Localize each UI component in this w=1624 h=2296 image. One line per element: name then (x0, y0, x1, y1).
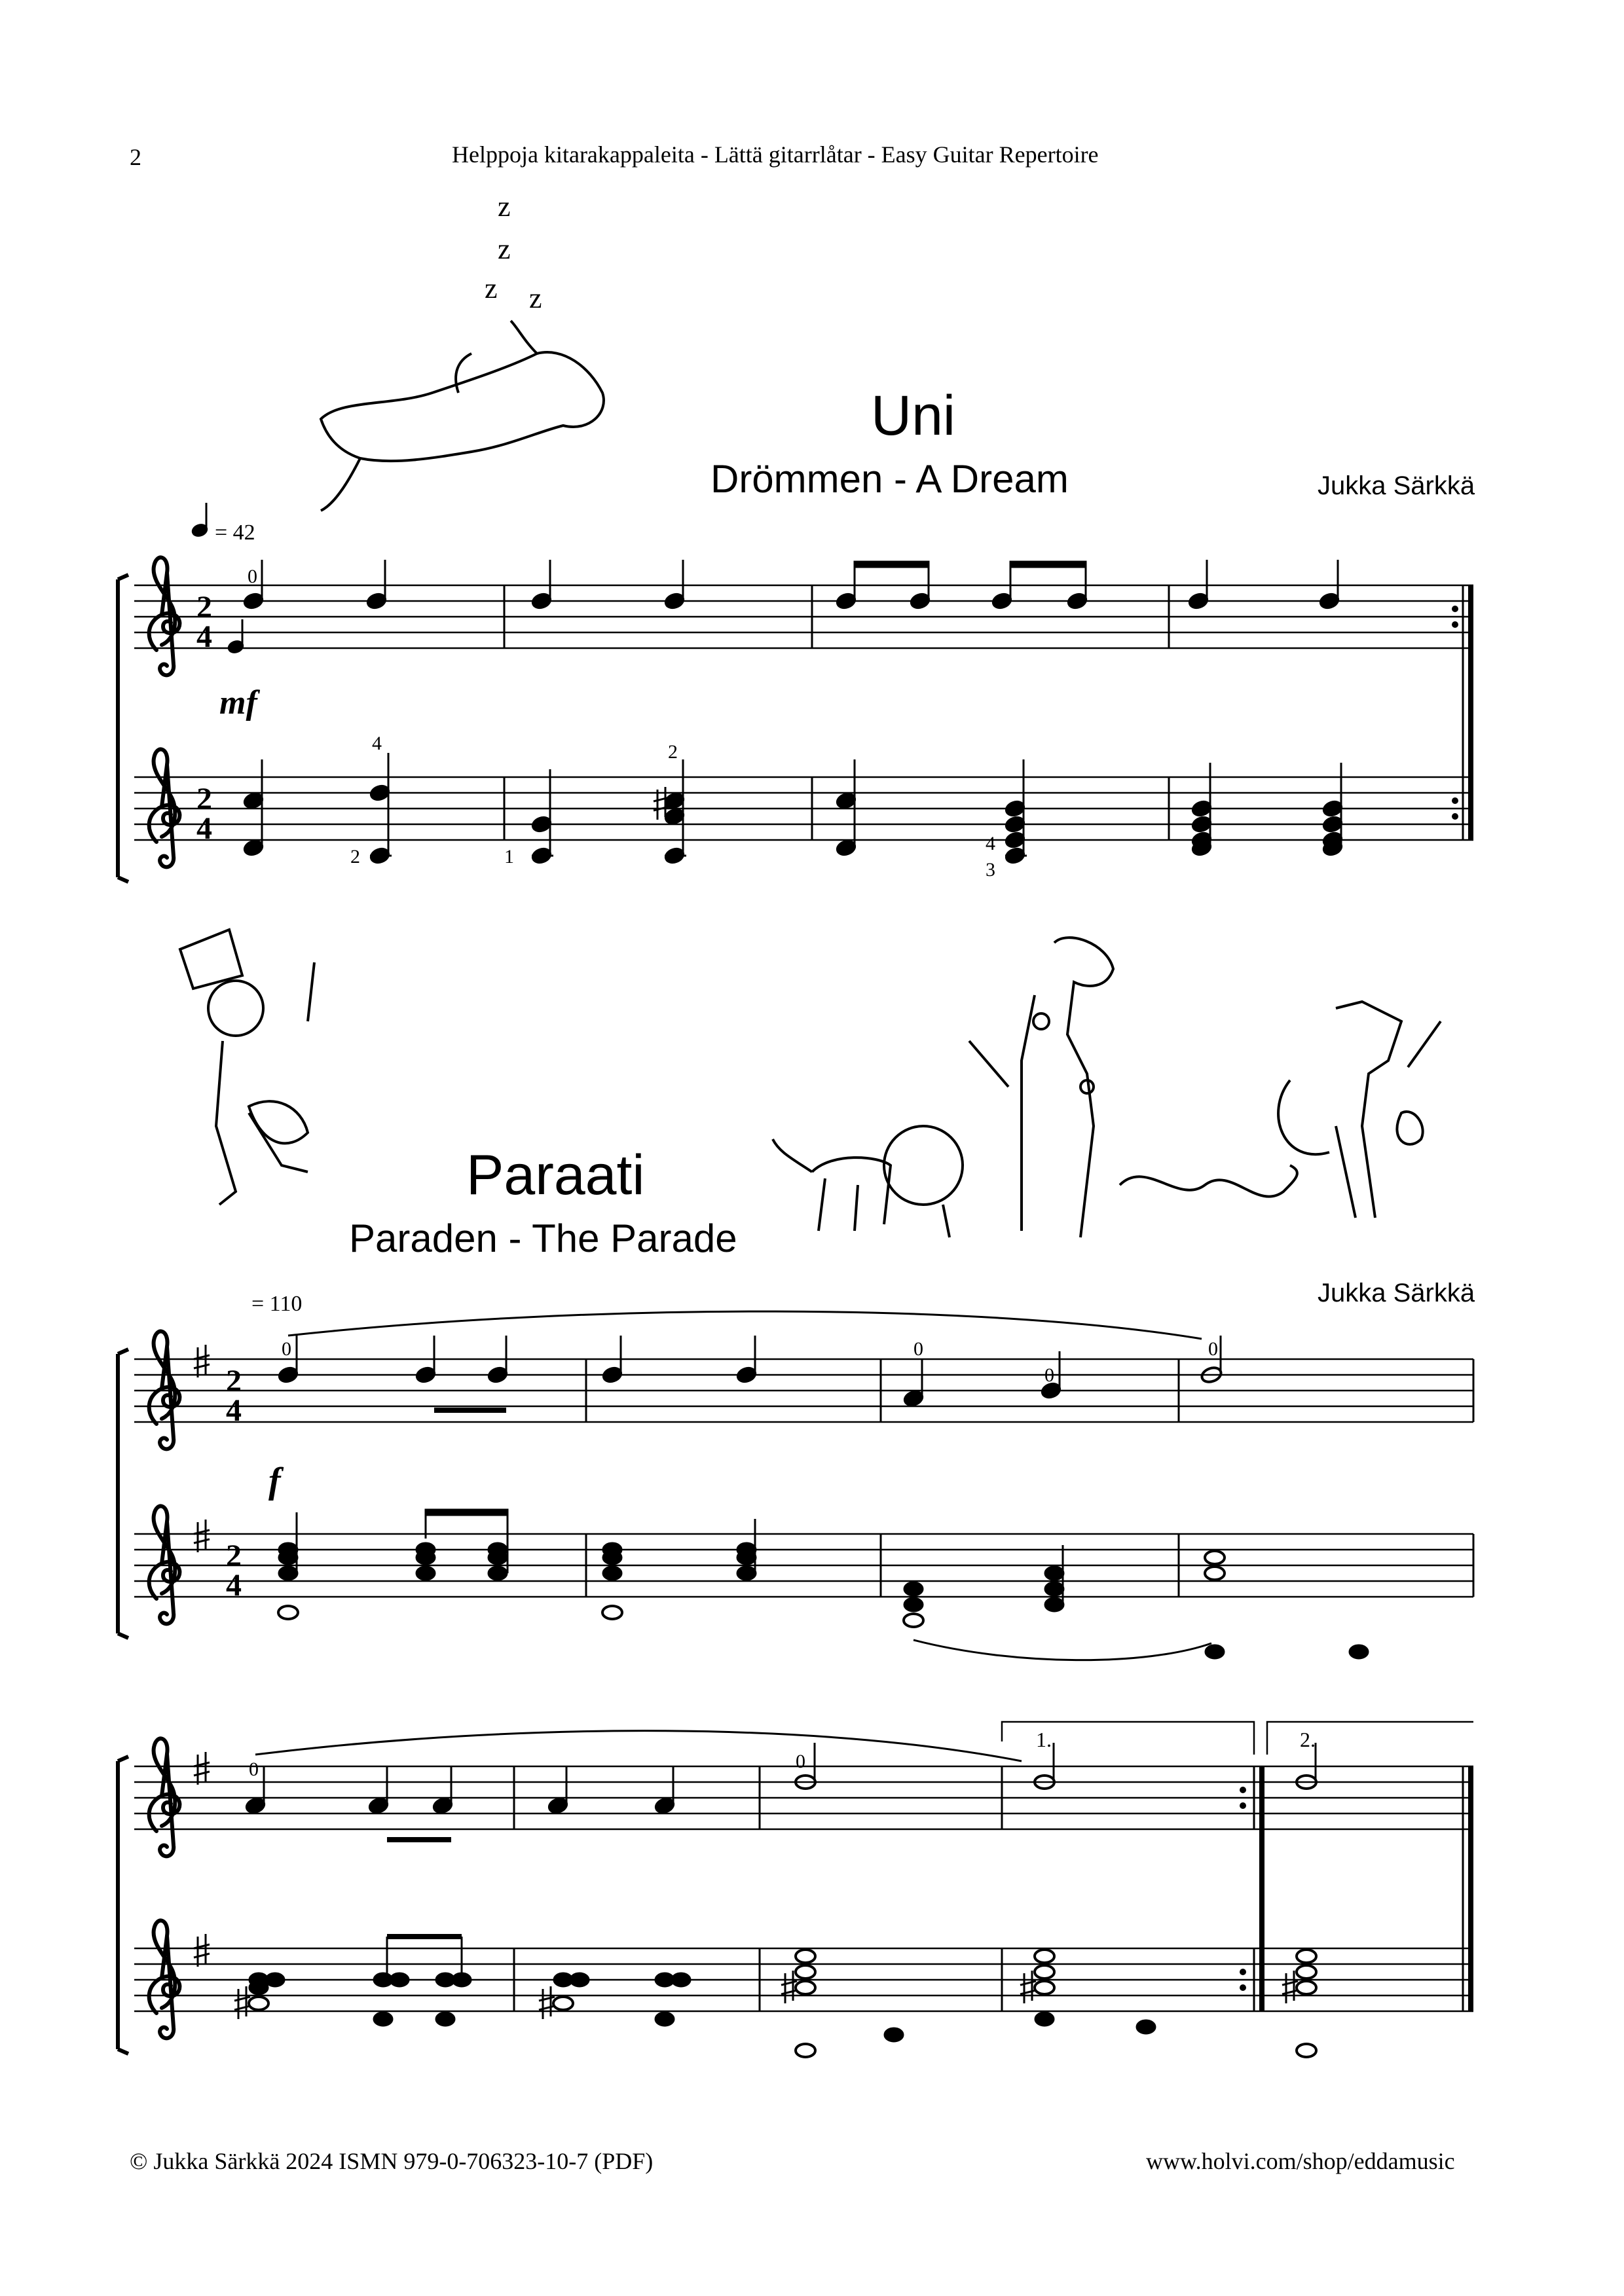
piece2-subtitle: Paraden - The Parade (349, 1216, 737, 1260)
volta-2 (1267, 1722, 1473, 1755)
staff-1-lower (134, 777, 1473, 840)
time-sig-bottom: 4 (226, 1568, 242, 1603)
fingering-4: 4 (372, 733, 382, 754)
fingering-0: 0 (282, 1338, 291, 1360)
fingering-3: 3 (986, 859, 995, 881)
fingering-2: 2 (350, 846, 360, 867)
fox-drummer-illustration (1278, 1002, 1441, 1218)
piece2-composer: Jukka Särkkä (1318, 1279, 1475, 1307)
fingering-0: 0 (913, 1338, 923, 1360)
footer-url[interactable]: www.holvi.com/shop/eddamusic (1146, 2148, 1455, 2174)
lower-notes-2 (279, 1510, 1368, 1658)
slur (255, 1731, 1022, 1761)
staff-2-lower (134, 1534, 1473, 1597)
footer-copyright: © Jukka Särkkä 2024 ISMN 979-0-706323-10-7 (PDF) (130, 2148, 654, 2174)
volta-1-label: 1. (1036, 1728, 1052, 1751)
sleeping-dog-illustration (321, 191, 604, 511)
slur (288, 1311, 1202, 1339)
fingering-0: 0 (1208, 1338, 1218, 1360)
repeat-end-1 (1452, 585, 1471, 840)
time-sig-top: 2 (226, 1539, 242, 1573)
system-1 (118, 558, 1473, 882)
page-number: 2 (130, 144, 141, 170)
fingering-0: 0 (249, 1758, 259, 1780)
time-sig-top: 2 (196, 590, 212, 625)
dynamic-mf: mf (219, 684, 257, 721)
time-sig-top: 2 (226, 1364, 242, 1398)
giraffe-illustration (969, 938, 1113, 1237)
dynamic-f: f (268, 1461, 281, 1501)
piece2-tempo: = 110 (251, 1292, 303, 1316)
fingering-0: 0 (796, 1751, 805, 1772)
piece2-title: Paraati (466, 1144, 645, 1207)
system-3 (118, 1722, 1473, 2057)
time-sig-bottom: 4 (226, 1393, 242, 1428)
upper-notes-2 (277, 1336, 1061, 1408)
staff-2-upper (134, 1359, 1473, 1422)
sleep-letter: z (485, 272, 498, 304)
tie (913, 1640, 1211, 1660)
sleep-letter: z (529, 282, 542, 314)
fingering-1: 1 (504, 846, 514, 867)
book-title: Helppoja kitarakappaleita - Lättä gitarrlåtar - Easy Guitar Repertoire (452, 141, 1099, 168)
time-sig-bottom: 4 (196, 619, 212, 654)
piece1-tempo: = 42 (215, 520, 255, 545)
fingering-4: 4 (986, 833, 995, 854)
sleep-letter: z (498, 233, 511, 265)
volta-2-label: 2. (1300, 1728, 1316, 1751)
sleep-letter: z (498, 191, 511, 223)
system-2 (118, 1311, 1473, 1660)
piece1-subtitle: Drömmen - A Dream (710, 457, 1069, 501)
drummer-illustration (180, 930, 314, 1205)
lion-illustration (773, 1126, 963, 1237)
fingering-2: 2 (668, 741, 678, 763)
snake-illustration (1120, 1165, 1297, 1197)
time-sig-top: 2 (196, 782, 212, 816)
piece1-title: Uni (871, 384, 956, 447)
time-sig-bottom: 4 (196, 811, 212, 846)
piece1-composer: Jukka Särkkä (1318, 471, 1475, 500)
fingering-0: 0 (1044, 1364, 1054, 1386)
fingering-0: 0 (248, 566, 257, 587)
staff-1-upper (134, 585, 1473, 648)
